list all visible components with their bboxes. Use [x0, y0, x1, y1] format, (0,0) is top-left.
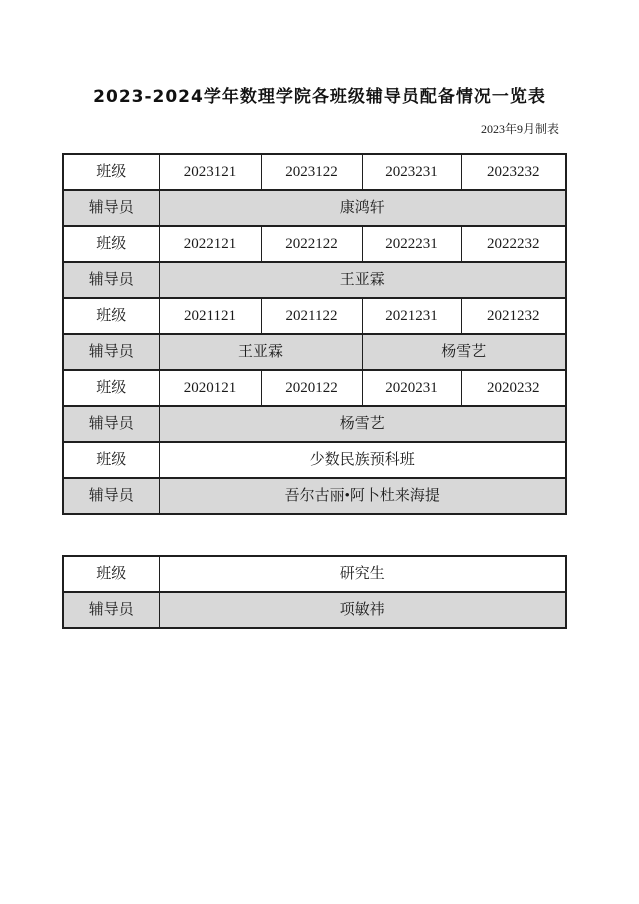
row-label-cell: 班级	[63, 442, 159, 478]
class-number-cell: 2023231	[362, 154, 461, 190]
counselor-name-cell: 王亚霖	[159, 334, 362, 370]
counselor-row-2022	[63, 262, 566, 298]
class-number-cell: 2021231	[362, 298, 461, 334]
class-number-cell: 2023121	[159, 154, 261, 190]
row-label-cell: 班级	[63, 298, 159, 334]
date-note: 2023年9月制表	[480, 122, 559, 136]
class-row-graduate	[63, 556, 566, 592]
counselor-name-cell: 项敏祎	[159, 592, 566, 628]
class-name-cell: 少数民族预科班	[159, 442, 566, 478]
class-number-cell: 2020231	[362, 370, 461, 406]
page-title: 2023-2024学年数理学院各班级辅导员配备情况一览表	[93, 87, 546, 107]
row-label-cell: 辅导员	[63, 478, 159, 514]
class-row-2020	[63, 370, 566, 406]
class-row-2023	[63, 154, 566, 190]
row-label-cell: 辅导员	[63, 334, 159, 370]
counselor-name-cell: 吾尔古丽•阿卜杜来海提	[159, 478, 566, 514]
class-number-cell: 2021232	[461, 298, 566, 334]
row-label-cell: 辅导员	[63, 592, 159, 628]
counselor-name-cell: 杨雪艺	[362, 334, 566, 370]
counselor-row-2023	[63, 190, 566, 226]
row-label-cell: 班级	[63, 154, 159, 190]
counselor-row-graduate	[63, 592, 566, 628]
class-number-cell: 2020122	[261, 370, 362, 406]
class-number-cell: 2022122	[261, 226, 362, 262]
counselor-row-2020	[63, 406, 566, 442]
counselor-row-2021	[63, 334, 566, 370]
counselor-name-cell: 康鸿轩	[159, 190, 566, 226]
class-number-cell: 2021121	[159, 298, 261, 334]
row-label-cell: 辅导员	[63, 406, 159, 442]
row-label-cell: 辅导员	[63, 262, 159, 298]
class-row-preparatory	[63, 442, 566, 478]
class-number-cell: 2020121	[159, 370, 261, 406]
row-label-cell: 班级	[63, 370, 159, 406]
counselor-table-main	[62, 153, 567, 515]
class-number-cell: 2021122	[261, 298, 362, 334]
class-number-cell: 2022231	[362, 226, 461, 262]
class-number-cell: 2023122	[261, 154, 362, 190]
class-number-cell: 2022232	[461, 226, 566, 262]
class-row-2022	[63, 226, 566, 262]
class-row-2021	[63, 298, 566, 334]
counselor-row-preparatory	[63, 478, 566, 514]
class-number-cell: 2023232	[461, 154, 566, 190]
class-number-cell: 2020232	[461, 370, 566, 406]
class-name-cell: 研究生	[159, 556, 566, 592]
counselor-name-cell: 杨雪艺	[159, 406, 566, 442]
row-label-cell: 班级	[63, 226, 159, 262]
row-label-cell: 辅导员	[63, 190, 159, 226]
class-number-cell: 2022121	[159, 226, 261, 262]
counselor-table-graduate	[62, 555, 567, 629]
counselor-name-cell: 王亚霖	[159, 262, 566, 298]
row-label-cell: 班级	[63, 556, 159, 592]
